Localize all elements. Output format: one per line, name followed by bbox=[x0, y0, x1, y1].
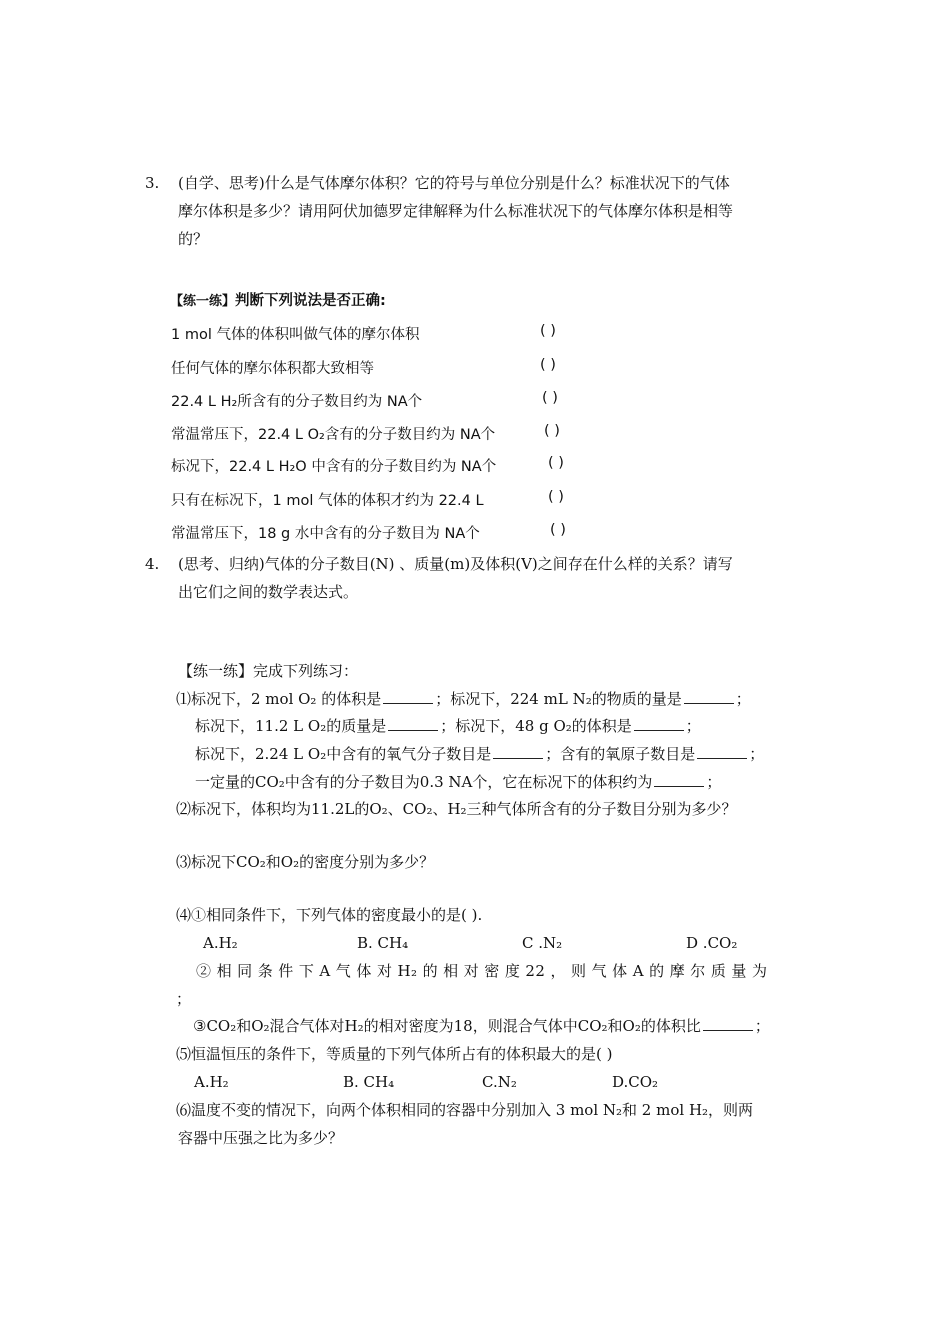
answer-blank[interactable] bbox=[654, 772, 704, 787]
p1-text: ；含有的氧原子数目是 bbox=[545, 745, 696, 763]
answer-blank[interactable] bbox=[383, 689, 433, 704]
p1-text: ； bbox=[685, 717, 701, 735]
judgement-item: 只有在标况下，1 mol 气体的体积才约为 22.4 L bbox=[171, 493, 484, 509]
answer-parens: ( ) bbox=[550, 522, 566, 538]
p2-question: ⑵标况下，体积均为11.2L的O₂、CO₂、H₂三种气体所含有的分子数目分别为多少？ bbox=[176, 800, 737, 818]
judgement-item: 任何气体的摩尔体积都大致相等 bbox=[171, 361, 374, 377]
p1-text: 标况下，11.2 L O₂的质量是 bbox=[195, 717, 387, 735]
p1-text: ；标况下，224 mL N₂的物质的量是 bbox=[435, 690, 682, 708]
practice1-heading bbox=[170, 289, 386, 310]
answer-blank[interactable] bbox=[697, 744, 747, 759]
q3-number: 3. bbox=[145, 174, 160, 192]
p3-question: ⑶标况下CO₂和O₂的密度分别为多少？ bbox=[176, 853, 435, 871]
p4-part3-text: ③CO₂和O₂混合气体对H₂的相对密度为18，则混合气体中CO₂和O₂的体积比 bbox=[193, 1017, 701, 1035]
practice1-heading-text: 判断下列说法是否正确: bbox=[235, 293, 386, 309]
answer-blank[interactable] bbox=[634, 716, 684, 731]
answer-parens: ( ) bbox=[544, 423, 560, 439]
p1-line-d bbox=[195, 768, 721, 796]
p4-option-c: C .N₂ bbox=[522, 934, 563, 952]
practice1-heading-tag: 【练一练】 bbox=[170, 294, 236, 309]
p5-option-a: A.H₂ bbox=[194, 1073, 229, 1091]
p1-text: ； bbox=[706, 773, 722, 791]
judgement-item: 标况下，22.4 L H₂O 中含有的分子数目约为 NA个 bbox=[171, 459, 497, 475]
answer-blank[interactable] bbox=[703, 1016, 753, 1031]
answer-parens: ( ) bbox=[540, 357, 556, 373]
p1-line-c bbox=[195, 740, 764, 768]
practice2-heading: 【练一练】完成下列练习： bbox=[178, 662, 359, 680]
p4-option-d: D .CO₂ bbox=[686, 934, 738, 952]
p4-part3 bbox=[193, 1012, 770, 1040]
answer-parens: ( ) bbox=[540, 323, 556, 339]
p4-option-b: B. CH₄ bbox=[357, 934, 409, 952]
q4-number: 4. bbox=[145, 555, 160, 573]
answer-blank[interactable] bbox=[388, 716, 438, 731]
p5-stem: ⑸恒温恒压的条件下，等质量的下列气体所占有的体积最大的是( ) bbox=[176, 1045, 613, 1063]
q3-line-3: 的？ bbox=[178, 230, 209, 248]
p1-text: ⑴标况下，2 mol O₂ 的体积是 bbox=[176, 690, 382, 708]
answer-parens: ( ) bbox=[548, 455, 564, 471]
answer-blank[interactable] bbox=[684, 689, 734, 704]
p6-line-2: 容器中压强之比为多少？ bbox=[178, 1129, 344, 1147]
p1-line-b bbox=[195, 712, 701, 740]
p1-text: ； bbox=[749, 745, 765, 763]
p5-option-b: B. CH₄ bbox=[343, 1073, 395, 1091]
judgement-item: 22.4 L H₂所含有的分子数目约为 NA个 bbox=[171, 394, 423, 410]
p4-stem: ⑷①相同条件下，下列气体的密度最小的是( ). bbox=[176, 906, 483, 924]
q3-line-1: (自学、思考)什么是气体摩尔体积？它的符号与单位分别是什么？标准状况下的气体 bbox=[178, 174, 730, 192]
judgement-item: 1 mol 气体的体积叫做气体的摩尔体积 bbox=[171, 327, 420, 343]
p4-part2-end: ； bbox=[176, 990, 192, 1008]
judgement-item: 常温常压下，22.4 L O₂含有的分子数目约为 NA个 bbox=[171, 427, 496, 443]
answer-parens: ( ) bbox=[542, 390, 558, 406]
judgement-item: 常温常压下，18 g 水中含有的分子数目为 NA个 bbox=[171, 526, 480, 542]
answer-parens: ( ) bbox=[548, 489, 564, 505]
p1-text: 标况下，2.24 L O₂中含有的氧气分子数目是 bbox=[195, 745, 492, 763]
p5-option-c: C.N₂ bbox=[482, 1073, 517, 1091]
answer-blank[interactable] bbox=[493, 744, 543, 759]
p1-line-a bbox=[176, 685, 751, 713]
p4-part2: ② 相 同 条 件 下 A 气 体 对 H₂ 的 相 对 密 度 22 ， 则 气 体 A 的 摩 尔 质 量 为 bbox=[196, 962, 768, 980]
p6-line-1: ⑹温度不变的情况下，向两个体积相同的容器中分别加入 3 mol N₂和 2 mol H₂，则两 bbox=[176, 1101, 754, 1119]
p4-part3-end: ； bbox=[754, 1017, 770, 1035]
p4-option-a: A.H₂ bbox=[203, 934, 238, 952]
q4-line-2: 出它们之间的数学表达式。 bbox=[178, 583, 359, 601]
p5-option-d: D.CO₂ bbox=[612, 1073, 659, 1091]
q4-line-1: (思考、归纳)气体的分子数目(N) 、质量(m)及体积(V)之间存在什么样的关系？请写 bbox=[178, 555, 733, 573]
p1-text: 一定量的CO₂中含有的分子数目为0.3 NA个，它在标况下的体积约为 bbox=[195, 773, 653, 791]
p1-text: ； bbox=[735, 690, 751, 708]
p1-text: ；标况下，48 g O₂的体积是 bbox=[440, 717, 632, 735]
q3-line-2: 摩尔体积是多少？请用阿伏加德罗定律解释为什么标准状况下的气体摩尔体积是相等 bbox=[178, 202, 734, 220]
